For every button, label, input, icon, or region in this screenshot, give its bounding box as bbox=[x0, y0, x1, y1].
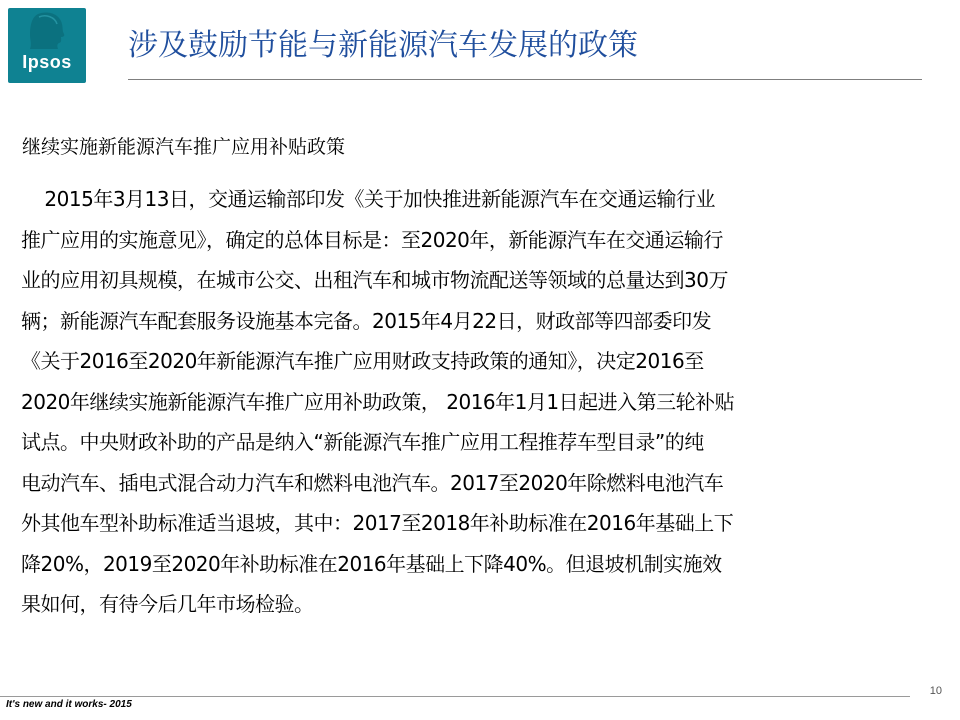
footer-tagline: It's new and it works- 2015 bbox=[6, 699, 132, 710]
body-line: 2015年3月13日，交通运输部印发《关于加快推进新能源汽车在交通运输行业 bbox=[21, 187, 716, 211]
body-line: 《关于2016至2020年新能源汽车推广应用财政支持政策的通知》，决定2016至 bbox=[21, 349, 704, 373]
body-line: 试点。中央财政补助的产品是纳入“新能源汽车推广应用工程推荐车型目录”的纯 bbox=[21, 430, 704, 454]
body-line: 2020年继续实施新能源汽车推广应用补助政策， 2016年1月1日起进入第三轮补贴 bbox=[21, 389, 735, 414]
section-subtitle: 继续实施新能源汽车推广应用补贴政策 bbox=[22, 136, 346, 158]
ipsos-logo bbox=[8, 8, 86, 83]
body-paragraph bbox=[21, 179, 946, 625]
body-line: 辆；新能源汽车配套服务设施基本完备。2015年4月22日，财政部等四部委印发 bbox=[21, 308, 712, 333]
page-number: 10 bbox=[929, 685, 942, 697]
body-line: 业的应用初具规模，在城市公交、出租汽车和城市物流配送等领域的总量达到30万 bbox=[21, 268, 728, 292]
body-line: 果如何，有待今后几年市场检验。 bbox=[21, 592, 314, 616]
title-divider bbox=[128, 79, 922, 80]
footer-divider bbox=[0, 696, 910, 697]
logo-text: Ipsos bbox=[22, 52, 72, 72]
body-line: 降20%，2019至2020年补助标准在2016年基础上下降40%。但退坡机制实施效 bbox=[21, 551, 722, 576]
body-line: 电动汽车、插电式混合动力汽车和燃料电池汽车。2017至2020年除燃料电池汽车 bbox=[21, 470, 724, 495]
page-title: 涉及鼓励节能与新能源汽车发展的政策 bbox=[128, 28, 638, 63]
body-line: 推广应用的实施意见》，确定的总体目标是：至2020年，新能源汽车在交通运输行 bbox=[21, 227, 723, 252]
body-line: 外其他车型补助标准适当退坡，其中：2017至2018年补助标准在2016年基础上下 bbox=[21, 511, 734, 535]
